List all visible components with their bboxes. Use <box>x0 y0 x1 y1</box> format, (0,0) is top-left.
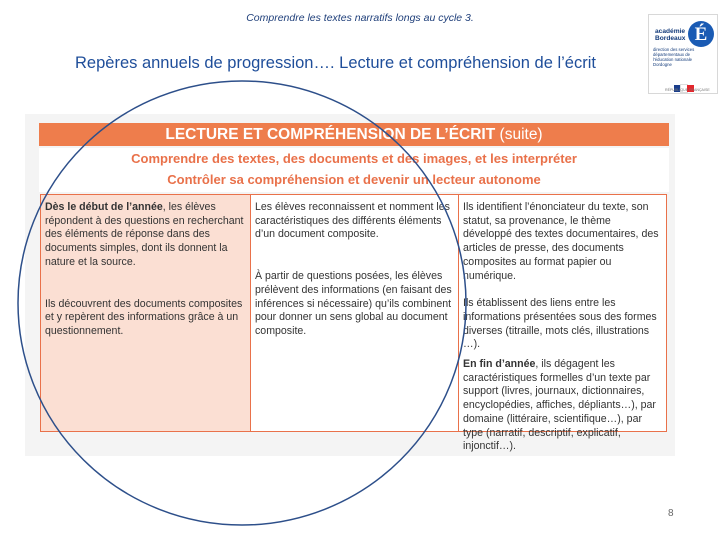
top-caption: Comprendre les textes narratifs longs au cycle 3. <box>246 12 474 24</box>
col1-paragraph-2: Ils découvrent des documents composites et y repèrent des informations grâce à un questionnement. <box>45 297 243 337</box>
col1-p1-text: , les élèves répondent à des questions en recherchant des éléments de réponse dans des documents simples, dont ils donnent la nature et la source. <box>45 201 244 268</box>
col1-bold-lead: Dès le début de l’année <box>45 201 163 213</box>
academy-e-mark: É <box>688 21 714 47</box>
annotation-ellipse <box>18 81 466 525</box>
logo-title-line1: académie <box>655 28 686 35</box>
col3-paragraph-2: Ils établissent des liens entre les informations présentées sous des formes diverses (titraille, mots clés, illustrations …). <box>463 297 657 351</box>
slide-title: Repères annuels de progression…. Lecture et compréhension de l’écrit <box>75 54 596 72</box>
page-number: 8 <box>668 508 674 519</box>
table-subheading-2: Contrôler sa compréhension et devenir un lecteur autonome <box>39 170 669 192</box>
table-heading-main: LECTURE ET COMPRÉHENSION DE L’ÉCRIT <box>165 126 496 143</box>
table-subheading-1: Comprendre des textes, des documents et des images, et les interpréter <box>39 148 669 170</box>
logo-footer: RÉPUBLIQUE FRANÇAISE <box>665 88 710 92</box>
logo-title-line2: Bordeaux <box>655 34 686 42</box>
col3-p3-text: , ils dégagent les caractéristiques formelles d’un texte par support (livres, journaux, dictionnaires, encyclopédies, affiches, dépliants…), par domaine (littéraire, scientifique…), par type (narratif, descriptif, explicatif, injonctif…). <box>463 358 656 453</box>
col3-bold-lead: En fin d’année <box>463 358 536 371</box>
table-heading-suffix: (suite) <box>499 126 543 143</box>
logo-subtitle: direction des services départementaux de l'éducation nationale Dordogne <box>653 47 695 67</box>
col3-paragraph-1: Ils identifient l’énonciateur du texte, son statut, sa provenance, le thème développé des textes documentaires, des articles de presse, des documents composites au format papier ou numérique. <box>463 201 659 282</box>
col2-paragraph-1: Les élèves reconnaissent et nomment les caractéristiques des différents éléments d’un document composite. <box>255 201 450 241</box>
col2-paragraph-2: À partir de questions posées, les élèves prélèvent des informations (en faisant des inférences si nécessaire) qu’ils combinent pour donner un sens global au document composite. <box>255 270 452 337</box>
